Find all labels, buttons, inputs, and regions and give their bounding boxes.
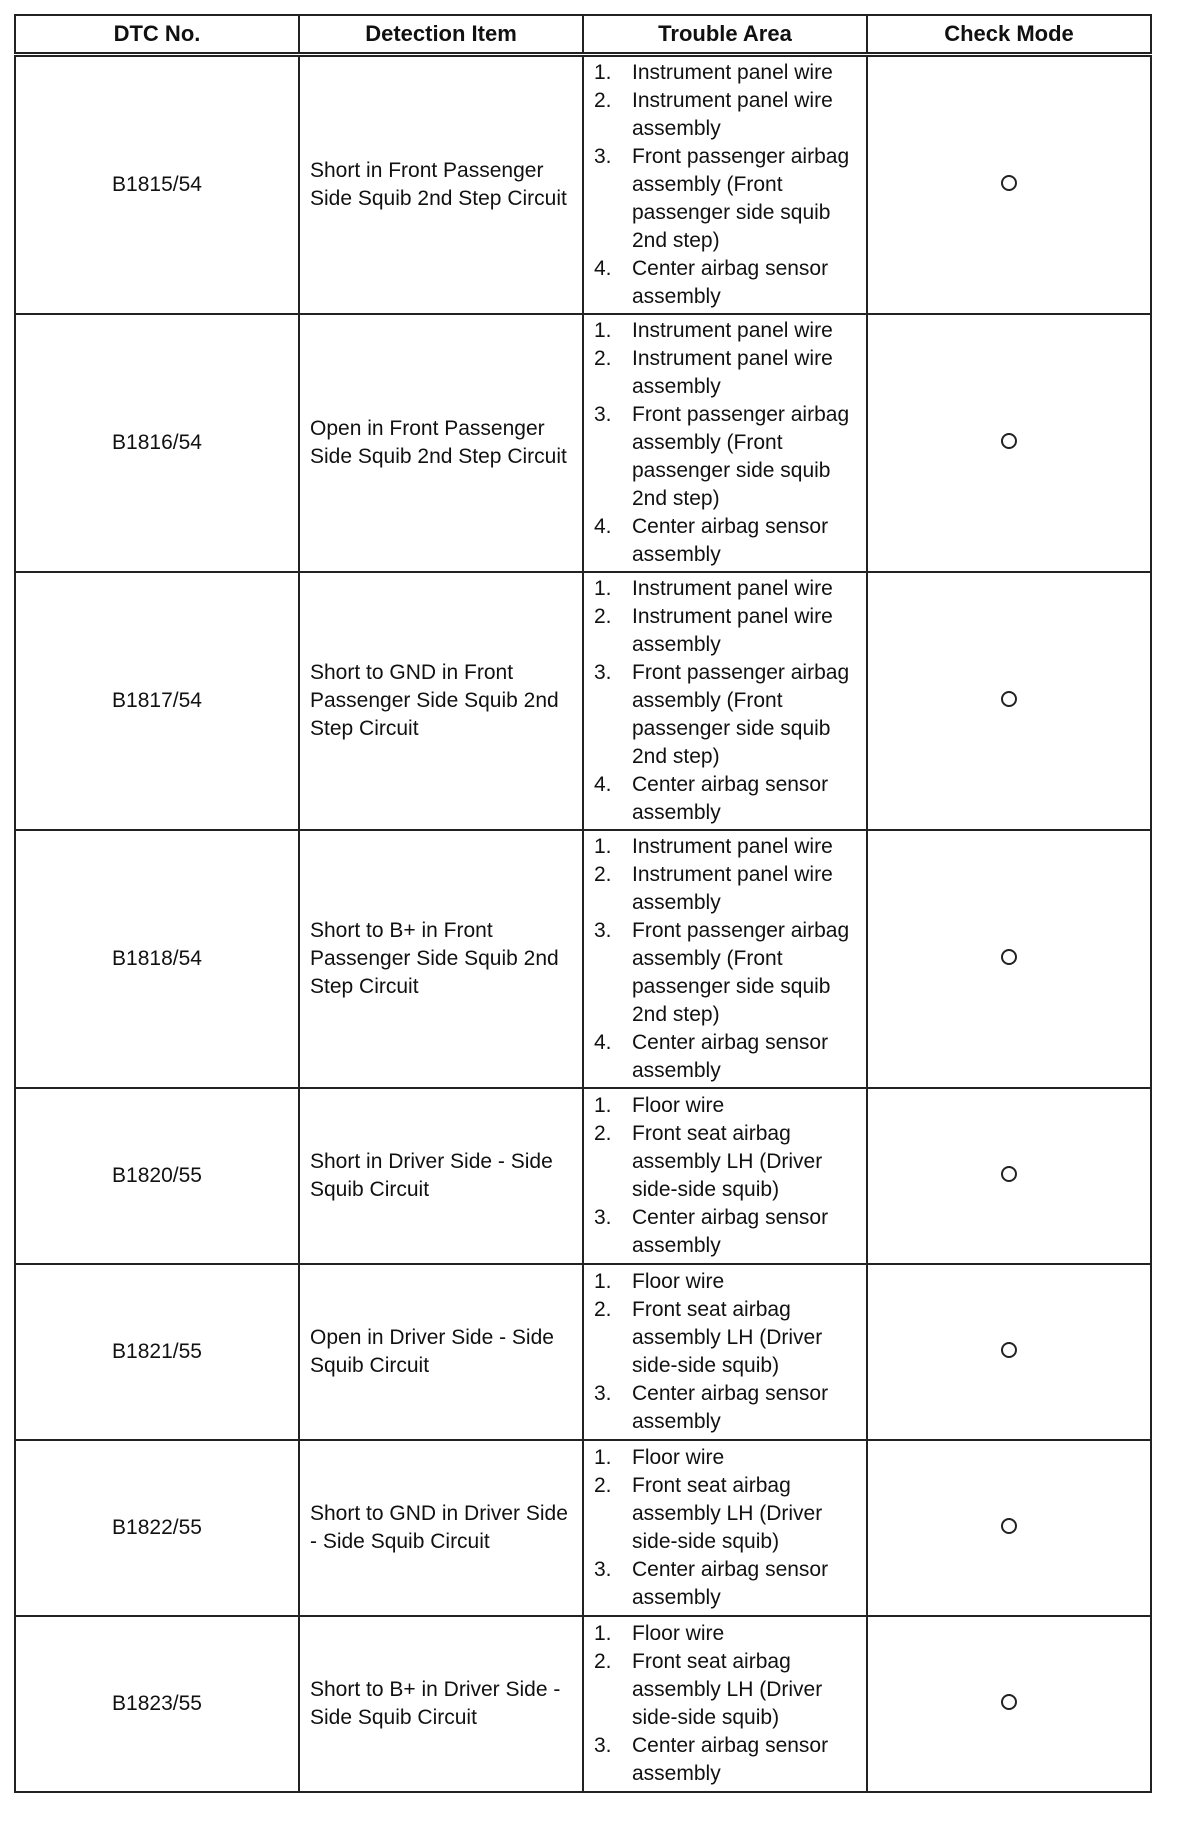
check-mode xyxy=(867,55,1151,315)
list-item xyxy=(594,659,860,771)
trouble-area-list xyxy=(594,575,860,827)
item-number: 1. xyxy=(594,1622,612,1645)
item-text: Floor wire xyxy=(632,1622,725,1645)
trouble-area-list xyxy=(594,317,860,569)
header-detection-item: Detection Item xyxy=(299,15,583,55)
header-trouble-area: Trouble Area xyxy=(583,15,867,55)
item-text: Instrument panel wire assembly xyxy=(632,863,833,914)
list-item xyxy=(594,59,860,87)
item-number: 2. xyxy=(594,863,612,886)
item-number: 2. xyxy=(594,1298,612,1321)
item-number: 1. xyxy=(594,1270,612,1293)
item-number: 1. xyxy=(594,835,612,858)
item-number: 1. xyxy=(594,1094,612,1117)
item-number: 1. xyxy=(594,61,612,84)
item-text: Center airbag sensor assembly xyxy=(632,1734,829,1785)
circle-icon xyxy=(1001,1342,1017,1358)
table-row xyxy=(15,1440,1151,1616)
circle-icon xyxy=(1001,691,1017,707)
check-mode xyxy=(867,1088,1151,1264)
list-item xyxy=(594,1648,860,1732)
list-item xyxy=(594,1444,860,1472)
trouble-area-list xyxy=(594,833,860,1085)
dtc-code: B1822/55 xyxy=(15,1440,299,1616)
item-text: Center airbag sensor assembly xyxy=(632,515,829,566)
item-number: 2. xyxy=(594,89,612,112)
item-text: Center airbag sensor assembly xyxy=(632,257,829,308)
item-text: Instrument panel wire xyxy=(632,835,833,858)
trouble-area xyxy=(583,1440,867,1616)
dtc-code: B1818/54 xyxy=(15,830,299,1088)
dtc-code: B1815/54 xyxy=(15,55,299,315)
list-item xyxy=(594,255,860,311)
item-number: 2. xyxy=(594,1474,612,1497)
trouble-area-list xyxy=(594,1620,860,1788)
trouble-area-list xyxy=(594,1092,860,1260)
list-item xyxy=(594,861,860,917)
item-text: Center airbag sensor assembly xyxy=(632,773,829,824)
detection-item: Short to B+ in Driver Side - Side Squib Circuit xyxy=(299,1616,583,1792)
item-text: Instrument panel wire xyxy=(632,577,833,600)
circle-icon xyxy=(1001,949,1017,965)
item-number: 3. xyxy=(594,661,612,684)
item-number: 3. xyxy=(594,1734,612,1757)
check-mode xyxy=(867,830,1151,1088)
trouble-area xyxy=(583,830,867,1088)
header-row xyxy=(15,15,1151,55)
circle-icon xyxy=(1001,1166,1017,1182)
list-item xyxy=(594,1556,860,1612)
list-item xyxy=(594,1204,860,1260)
check-mode xyxy=(867,1616,1151,1792)
item-text: Instrument panel wire assembly xyxy=(632,347,833,398)
list-item xyxy=(594,401,860,513)
trouble-area xyxy=(583,55,867,315)
check-mode xyxy=(867,314,1151,572)
check-mode xyxy=(867,572,1151,830)
circle-icon xyxy=(1001,1694,1017,1710)
detection-item: Open in Driver Side - Side Squib Circuit xyxy=(299,1264,583,1440)
check-mode xyxy=(867,1264,1151,1440)
item-text: Floor wire xyxy=(632,1270,725,1293)
detection-item: Short to GND in Front Passenger Side Squib 2nd Step Circuit xyxy=(299,572,583,830)
list-item xyxy=(594,833,860,861)
list-item xyxy=(594,1092,860,1120)
item-number: 4. xyxy=(594,773,612,796)
table-row xyxy=(15,1264,1151,1440)
list-item xyxy=(594,1296,860,1380)
item-text: Center airbag sensor assembly xyxy=(632,1558,829,1609)
circle-icon xyxy=(1001,433,1017,449)
trouble-area xyxy=(583,314,867,572)
trouble-area xyxy=(583,572,867,830)
item-number: 2. xyxy=(594,1650,612,1673)
dtc-code: B1820/55 xyxy=(15,1088,299,1264)
item-text: Floor wire xyxy=(632,1094,725,1117)
table-row xyxy=(15,1616,1151,1792)
dtc-code: B1817/54 xyxy=(15,572,299,830)
trouble-area xyxy=(583,1264,867,1440)
table-row xyxy=(15,830,1151,1088)
list-item xyxy=(594,603,860,659)
header-dtc-no: DTC No. xyxy=(15,15,299,55)
circle-icon xyxy=(1001,1518,1017,1534)
list-item xyxy=(594,345,860,401)
item-number: 3. xyxy=(594,403,612,426)
item-number: 3. xyxy=(594,1206,612,1229)
list-item xyxy=(594,143,860,255)
list-item xyxy=(594,1120,860,1204)
item-number: 1. xyxy=(594,577,612,600)
trouble-area-list xyxy=(594,59,860,311)
detection-item: Open in Front Passenger Side Squib 2nd Step Circuit xyxy=(299,314,583,572)
item-text: Instrument panel wire assembly xyxy=(632,605,833,656)
detection-item: Short to GND in Driver Side - Side Squib Circuit xyxy=(299,1440,583,1616)
dtc-code: B1821/55 xyxy=(15,1264,299,1440)
table-header xyxy=(15,15,1151,55)
item-text: Instrument panel wire assembly xyxy=(632,89,833,140)
item-text: Center airbag sensor assembly xyxy=(632,1031,829,1082)
trouble-area xyxy=(583,1616,867,1792)
item-text: Front seat airbag assembly LH (Driver side-side squib) xyxy=(632,1122,823,1201)
list-item xyxy=(594,771,860,827)
item-text: Front seat airbag assembly LH (Driver side-side squib) xyxy=(632,1474,823,1553)
item-number: 2. xyxy=(594,1122,612,1145)
table-row xyxy=(15,314,1151,572)
item-text: Front passenger airbag assembly (Front passenger side squib 2nd step) xyxy=(632,403,850,510)
list-item xyxy=(594,575,860,603)
item-number: 3. xyxy=(594,1558,612,1581)
trouble-area xyxy=(583,1088,867,1264)
item-text: Center airbag sensor assembly xyxy=(632,1206,829,1257)
table-row xyxy=(15,1088,1151,1264)
item-number: 4. xyxy=(594,515,612,538)
list-item xyxy=(594,87,860,143)
item-number: 3. xyxy=(594,1382,612,1405)
item-number: 3. xyxy=(594,919,612,942)
list-item xyxy=(594,917,860,1029)
list-item xyxy=(594,1472,860,1556)
dtc-table xyxy=(14,14,1152,1793)
dtc-code: B1816/54 xyxy=(15,314,299,572)
list-item xyxy=(594,1268,860,1296)
table-row xyxy=(15,55,1151,315)
table-body xyxy=(15,55,1151,1793)
document-page xyxy=(14,14,1152,1793)
item-number: 1. xyxy=(594,319,612,342)
item-text: Front passenger airbag assembly (Front passenger side squib 2nd step) xyxy=(632,919,850,1026)
item-text: Front seat airbag assembly LH (Driver side-side squib) xyxy=(632,1650,823,1729)
list-item xyxy=(594,513,860,569)
item-number: 1. xyxy=(594,1446,612,1469)
header-check-mode: Check Mode xyxy=(867,15,1151,55)
item-number: 4. xyxy=(594,257,612,280)
item-text: Floor wire xyxy=(632,1446,725,1469)
item-number: 3. xyxy=(594,145,612,168)
list-item xyxy=(594,1029,860,1085)
check-mode xyxy=(867,1440,1151,1616)
item-number: 2. xyxy=(594,347,612,370)
item-number: 4. xyxy=(594,1031,612,1054)
list-item xyxy=(594,317,860,345)
item-text: Center airbag sensor assembly xyxy=(632,1382,829,1433)
detection-item: Short in Driver Side - Side Squib Circuit xyxy=(299,1088,583,1264)
table-row xyxy=(15,572,1151,830)
item-number: 2. xyxy=(594,605,612,628)
trouble-area-list xyxy=(594,1444,860,1612)
circle-icon xyxy=(1001,175,1017,191)
item-text: Front seat airbag assembly LH (Driver side-side squib) xyxy=(632,1298,823,1377)
list-item xyxy=(594,1380,860,1436)
trouble-area-list xyxy=(594,1268,860,1436)
item-text: Front passenger airbag assembly (Front passenger side squib 2nd step) xyxy=(632,661,850,768)
dtc-code: B1823/55 xyxy=(15,1616,299,1792)
list-item xyxy=(594,1620,860,1648)
detection-item: Short in Front Passenger Side Squib 2nd Step Circuit xyxy=(299,55,583,315)
detection-item: Short to B+ in Front Passenger Side Squib 2nd Step Circuit xyxy=(299,830,583,1088)
item-text: Instrument panel wire xyxy=(632,61,833,84)
item-text: Front passenger airbag assembly (Front passenger side squib 2nd step) xyxy=(632,145,850,252)
item-text: Instrument panel wire xyxy=(632,319,833,342)
list-item xyxy=(594,1732,860,1788)
